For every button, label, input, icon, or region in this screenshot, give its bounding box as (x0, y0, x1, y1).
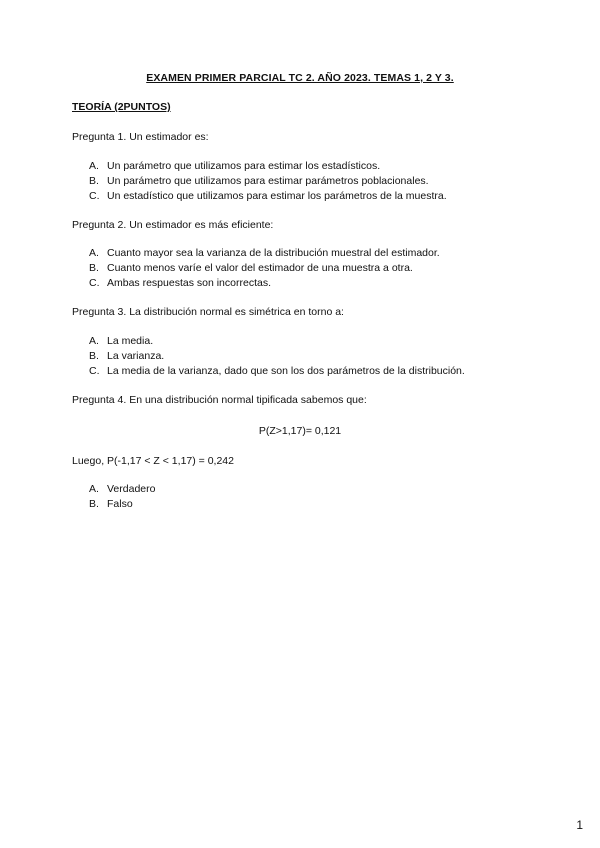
option-item (89, 261, 440, 276)
question-2-options (89, 246, 440, 291)
question-4-options (89, 482, 155, 512)
option-item (89, 276, 440, 291)
option-text: Verdadero (107, 483, 156, 495)
option-text: Cuanto mayor sea la varianza de la distribución muestral del estimador. (107, 247, 440, 259)
option-item (89, 189, 447, 204)
option-text: Un estadístico que utilizamos para estimar los parámetros de la muestra. (107, 190, 447, 202)
option-item (89, 246, 440, 261)
option-text: Un parámetro que utilizamos para estimar parámetros poblacionales. (107, 175, 429, 187)
option-letter: A. (89, 483, 99, 495)
option-item (89, 364, 465, 379)
option-letter: A. (89, 335, 99, 347)
option-letter: B. (89, 498, 99, 510)
option-text: La media. (107, 335, 154, 347)
option-letter: A. (89, 247, 99, 259)
option-item (89, 497, 155, 512)
page-title: EXAMEN PRIMER PARCIAL TC 2. AÑO 2023. TEMAS 1, 2 Y 3. (146, 72, 454, 84)
option-letter: B. (89, 350, 99, 362)
option-letter: B. (89, 262, 99, 274)
option-text: La media de la varianza, dado que son los dos parámetros de la distribución. (107, 365, 465, 377)
option-item (89, 334, 465, 349)
question-1-text: Pregunta 1. Un estimador es: (72, 131, 209, 143)
option-item (89, 349, 465, 364)
option-letter: C. (89, 277, 100, 289)
question-4-text: Pregunta 4. En una distribución normal tipificada sabemos que: (72, 394, 367, 406)
question-1-options (89, 159, 447, 204)
formula: P(Z>1,17)= 0,121 (258, 425, 342, 437)
option-letter: A. (89, 160, 99, 172)
option-text: Un parámetro que utilizamos para estimar los estadísticos. (107, 160, 381, 172)
question-3-text: Pregunta 3. La distribución normal es simétrica en torno a: (72, 306, 344, 318)
option-item (89, 482, 155, 497)
section-heading: TEORÍA (2PUNTOS) (72, 101, 171, 113)
question-2-text: Pregunta 2. Un estimador es más eficiente: (72, 219, 274, 231)
option-text: La varianza. (107, 350, 165, 362)
option-text: Ambas respuestas son incorrectas. (107, 277, 271, 289)
option-letter: C. (89, 365, 100, 377)
question-3-options (89, 334, 465, 379)
option-text: Falso (107, 498, 133, 510)
question-4-followup: Luego, P(-1,17 < Z < 1,17) = 0,242 (72, 455, 234, 467)
option-item (89, 174, 447, 189)
option-letter: B. (89, 175, 99, 187)
option-letter: C. (89, 190, 100, 202)
page-number: 1 (576, 818, 583, 832)
option-item (89, 159, 447, 174)
option-text: Cuanto menos varíe el valor del estimador de una muestra a otra. (107, 262, 413, 274)
